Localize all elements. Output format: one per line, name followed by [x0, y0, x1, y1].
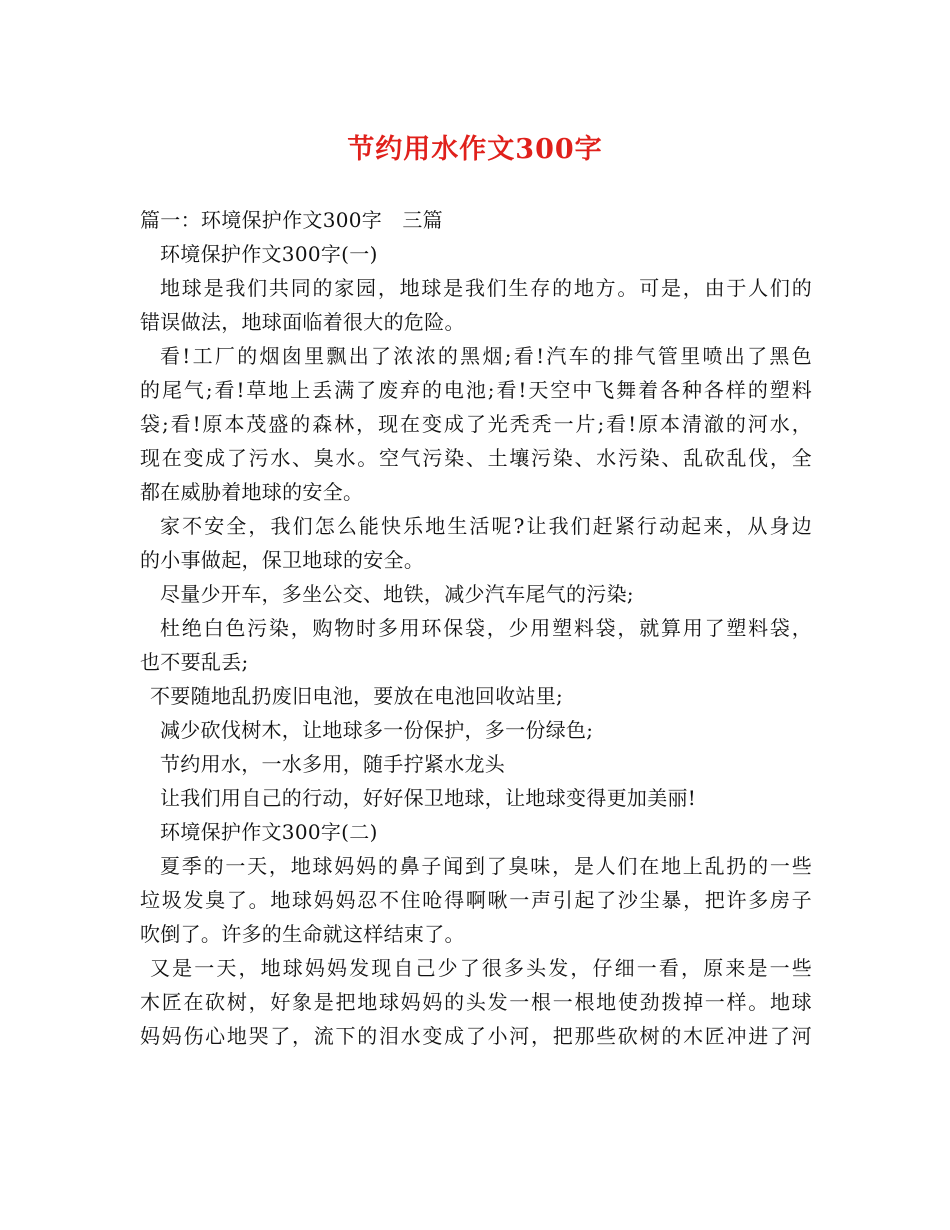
text-line: 垃圾发臭了。地球妈妈忍不住呛得啊啾一声引起了沙尘暴，把许多房子 — [140, 888, 812, 912]
text-line: 看!工厂的烟囱里飘出了浓浓的黑烟;看!汽车的排气管里喷出了黑色 — [160, 344, 812, 368]
text-line: 地球是我们共同的家园，地球是我们生存的地方。可是，由于人们的 — [160, 276, 812, 300]
text-line: 又是一天，地球妈妈发现自己少了很多头发，仔细一看，原来是一些 — [150, 956, 812, 980]
text-line: 的尾气;看!草地上丢满了废弃的电池;看!天空中飞舞着各种各样的塑料 — [140, 378, 812, 402]
document-title: 节约用水作文300字 — [347, 134, 603, 165]
essay-subtitle: 环境保护作文300字(二) — [160, 820, 378, 844]
text-line: 节约用水，一水多用，随手拧紧水龙头 — [160, 752, 506, 776]
text-line: 木匠在砍树，好象是把地球妈妈的头发一根一根地使劲拨掉一样。地球 — [140, 990, 812, 1014]
text-line: 杜绝白色污染，购物时多用环保袋，少用塑料袋，就算用了塑料袋， — [160, 616, 812, 640]
text-line: 夏季的一天，地球妈妈的鼻子闻到了臭味，是人们在地上乱扔的一些 — [160, 854, 812, 878]
text-line: 现在变成了污水、臭水。空气污染、土壤污染、水污染、乱砍乱伐，全 — [140, 446, 812, 470]
essay-subtitle: 环境保护作文300字(一) — [160, 242, 378, 266]
text-line: 吹倒了。许多的生命就这样结束了。 — [140, 922, 465, 946]
text-line: 错误做法，地球面临着很大的危险。 — [140, 310, 465, 334]
text-line: 袋;看!原本茂盛的森林，现在变成了光秃秃一片;看!原本清澈的河水， — [140, 412, 812, 436]
section-heading: 篇一：环境保护作文300字 三篇 — [140, 208, 443, 232]
text-line: 尽量少开车，多坐公交、地铁，减少汽车尾气的污染; — [160, 582, 634, 606]
text-line: 家不安全，我们怎么能快乐地生活呢?让我们赶紧行动起来，从身边 — [160, 514, 812, 538]
text-line: 的小事做起，保卫地球的安全。 — [140, 548, 425, 572]
document-body — [140, 203, 812, 1053]
text-line: 都在威胁着地球的安全。 — [140, 480, 364, 504]
text-line: 让我们用自己的行动，好好保卫地球，让地球变得更加美丽! — [160, 786, 697, 810]
text-line: 不要随地乱扔废旧电池，要放在电池回收站里; — [150, 684, 564, 708]
text-line: 减少砍伐树木，让地球多一份保护，多一份绿色; — [160, 718, 594, 742]
text-line: 妈妈伤心地哭了，流下的泪水变成了小河，把那些砍树的木匠冲进了河 — [140, 1024, 812, 1048]
text-line: 也不要乱丢; — [140, 650, 249, 674]
